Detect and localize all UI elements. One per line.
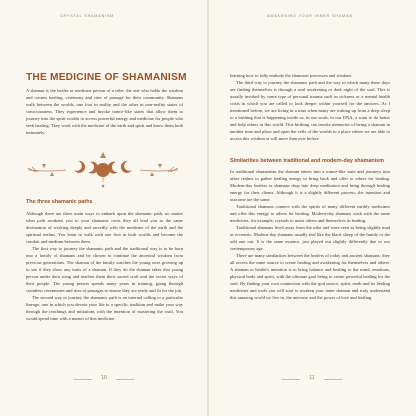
right-page-number: 11 xyxy=(309,375,315,381)
left-paragraph-1: Although there are three main ways to embark upon the shamanic path, no matter what path awakens you to your shamanic roots they all lead you to the same destination of working deeply and sacredly with the medicine of the earth and the spiritual realms. You learn to walk with one foot in both worlds and become the conduit and medium between them. xyxy=(26,211,183,244)
left-page-number: 10 xyxy=(101,375,107,381)
folio-rule xyxy=(116,379,134,380)
folio-rule xyxy=(282,379,300,380)
right-opening-block xyxy=(230,72,390,142)
left-page xyxy=(0,0,207,416)
moon-phases-ornament-icon xyxy=(22,150,184,194)
left-paragraph-3: The second way to journey the shamanic path is an internal calling to a particular lineage, one in which you devote your life to a specific tradition and make your way through the teachings and initiations with the intention of mastering the craft. You would spend time with a master of this medicine xyxy=(26,295,183,321)
left-body-block xyxy=(26,210,183,322)
right-paragraph-2: Traditional shamans connect with the spirits of many different earthly medicines and offer this energy to others for healing. Modern-day shamans work with the same medicines; for example, crystals to assist others and themselves in healing. xyxy=(230,204,390,223)
right-paragraph-4: There are many similarities between the healers of today and ancient shamans: they all access the same source to create healing and awakening for themselves and others. A shaman or healer's intention is to bring balance and healing to the mind, emotions, physical body and spirit, with the ultimate goal being to create powerful healing for the soul. By finding your own connection with the god source, spirit, earth and its healing medicines and tools you will start to awaken your inner shaman and truly understand this amazing world we live in, the universe and the power of love and healing. xyxy=(230,253,390,300)
right-paragraph-3: Traditional shamans lived away from the tribe and were seen as being slightly mad or eccentric. Modern-day shamans usually feel like the black sheep of the family or the odd one out. It is the same essence, just played out slightly differently due to our contemporary age. xyxy=(230,225,390,251)
folio-rule xyxy=(74,379,92,380)
left-paragraph-2: The first way to journey the shamanic path and the traditional way is to be born into a family of shamans and be chosen to continue the ancestral wisdom from previous generations. The shaman of the family watches the young ones growing up to see if they show any traits of a shaman. If they do the shaman takes that young person under their wing and teaches them their sacred craft and the secret ways of their people. The young person spends many years in training, going through countless ceremonies and rites of passages to ensure they are ready and fit for the job. xyxy=(26,246,183,293)
right-running-head: AWAKENING YOUR INNER SHAMAN xyxy=(267,14,353,18)
right-folio xyxy=(282,374,342,384)
chapter-title: THE MEDICINE OF SHAMANISM xyxy=(26,72,187,83)
right-body-block xyxy=(230,168,390,301)
right-paragraph-1: In traditional shamanism the shaman enters into a trance-like state and journeys into other realms to gather healing energy to bring back and offer to others for healing. Modern-day healers or shamans drop into deep meditation and bring through healing energy for their clients. Although it is a slightly different process, the intention and outcome are the same. xyxy=(230,169,390,202)
folio-rule xyxy=(324,379,342,380)
intro-block xyxy=(26,87,183,136)
right-paragraph-soul-awakening: The third way to journey the shamanic path and the way in which many these days are finding themselves is through a soul awakening or dark night of the soul. This is usually invoked by some type of personal trauma such as sickness or a mental health crisis in which you are called to look deeper within yourself for the answers. As I mentioned before, we are living in a time when many are waking up from a deep sleep to a birthing that is happening inside us, in our souls, in our DNA, a want to do better and help others in this world. This birthing can invoke memories of being a shaman in another time and place and open the veils of the worlds to a place where we are able to access this wisdom at will more than ever before. xyxy=(230,80,390,141)
right-paragraph-continued: learning how to fully embody the shamanic processes and wisdom. xyxy=(230,73,352,78)
left-section-heading: The three shamanic paths xyxy=(26,199,93,205)
right-section-heading: Similarities between traditional and modern-day shamanism xyxy=(230,158,384,164)
right-page xyxy=(209,0,416,416)
left-running-head: CRYSTAL SHAMANISM xyxy=(60,14,115,18)
intro-paragraph: A shaman is the healer or medicine person of a tribe, the one who holds the wisdom and creates healing, ceremony and rites of passage for their community. Shamans walk between the worlds, one foot in reality and the other in non-reality states of consciousness. They experience and invoke trance-like states that allow them to journey into the spirit worlds to access powerful energy and medicine for people who seek healing. They work with the medicine of the earth and spirit and know them both intimately. xyxy=(26,88,183,135)
left-folio xyxy=(74,374,134,384)
